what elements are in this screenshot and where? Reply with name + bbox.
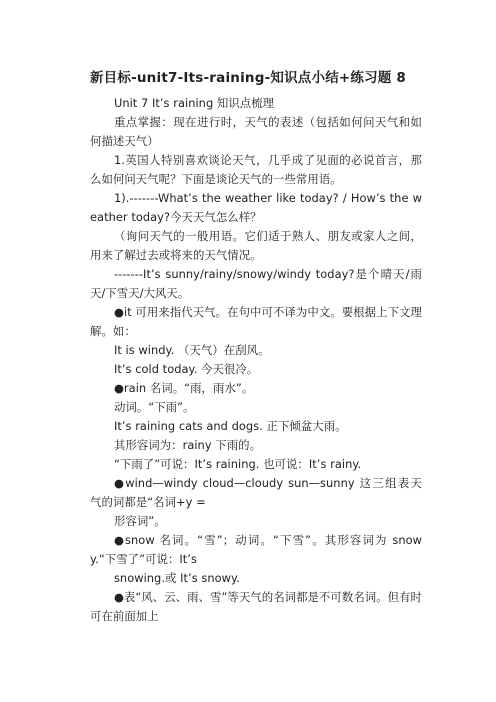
paragraph: It’s raining cats and dogs. 正下倾盆大雨。 — [113, 419, 347, 433]
paragraph: 形容词”。 — [113, 514, 166, 528]
paragraph: snowing.或 It’s snowy. — [113, 571, 240, 585]
document-title: 新目标-unit7-Its-raining-知识点小结+练习题 8 — [89, 70, 407, 86]
paragraph: 重点掌握：现在进行时，天气的表述（包括如何问天气和如何描述天气） — [90, 115, 422, 148]
paragraph: （询问天气的一般用语。它们适于熟人、朋友或家人之间，用来了解过去或将来的天气情况。 — [90, 229, 422, 262]
paragraph: 动词。“下雨”。 — [113, 400, 195, 414]
paragraph: “下雨了”可说：It’s raining. 也可说：It’s rainy. — [113, 457, 362, 471]
paragraph: -------It’s sunny/rainy/snowy/windy today?是个晴天/雨天/下雪天/大风天。 — [90, 267, 422, 300]
paragraph: It is windy. （天气）在刮风。 — [113, 343, 270, 357]
paragraph: ●it 可用来指代天气。在句中可不译为中文。要根据上下文理解。如： — [90, 305, 422, 338]
paragraph: It’s cold today. 今天很冷。 — [113, 362, 259, 376]
paragraph: 1.英国人特别喜欢谈论天气，几乎成了见面的必说首言，那么如何问天气呢？下面是谈论天气的一些常用语。 — [90, 153, 422, 186]
paragraph: Unit 7 It’s raining 知识点梳理 — [113, 96, 275, 110]
paragraph: ●表“风、云、雨、雪”等天气的名词都是不可数名词。但有时可在前面加上 — [90, 590, 422, 623]
paragraph: 其形容词为：rainy 下雨的。 — [113, 438, 262, 452]
document-body — [90, 94, 422, 626]
paragraph: ●wind—windy cloud—cloudy sun—sunny 这三组表天气的词都是“名词+y = — [90, 476, 422, 509]
paragraph: 1).-------What’s the weather like today? / How’s the weather today?今天天气怎么样？ — [90, 191, 422, 224]
paragraph: ●snow 名词。“雪”；动词。“下雪”。其形容词为 snowy.“下雪了”可说：It’s — [90, 533, 422, 566]
paragraph: ●rain 名词。“雨，雨水”。 — [113, 381, 254, 395]
